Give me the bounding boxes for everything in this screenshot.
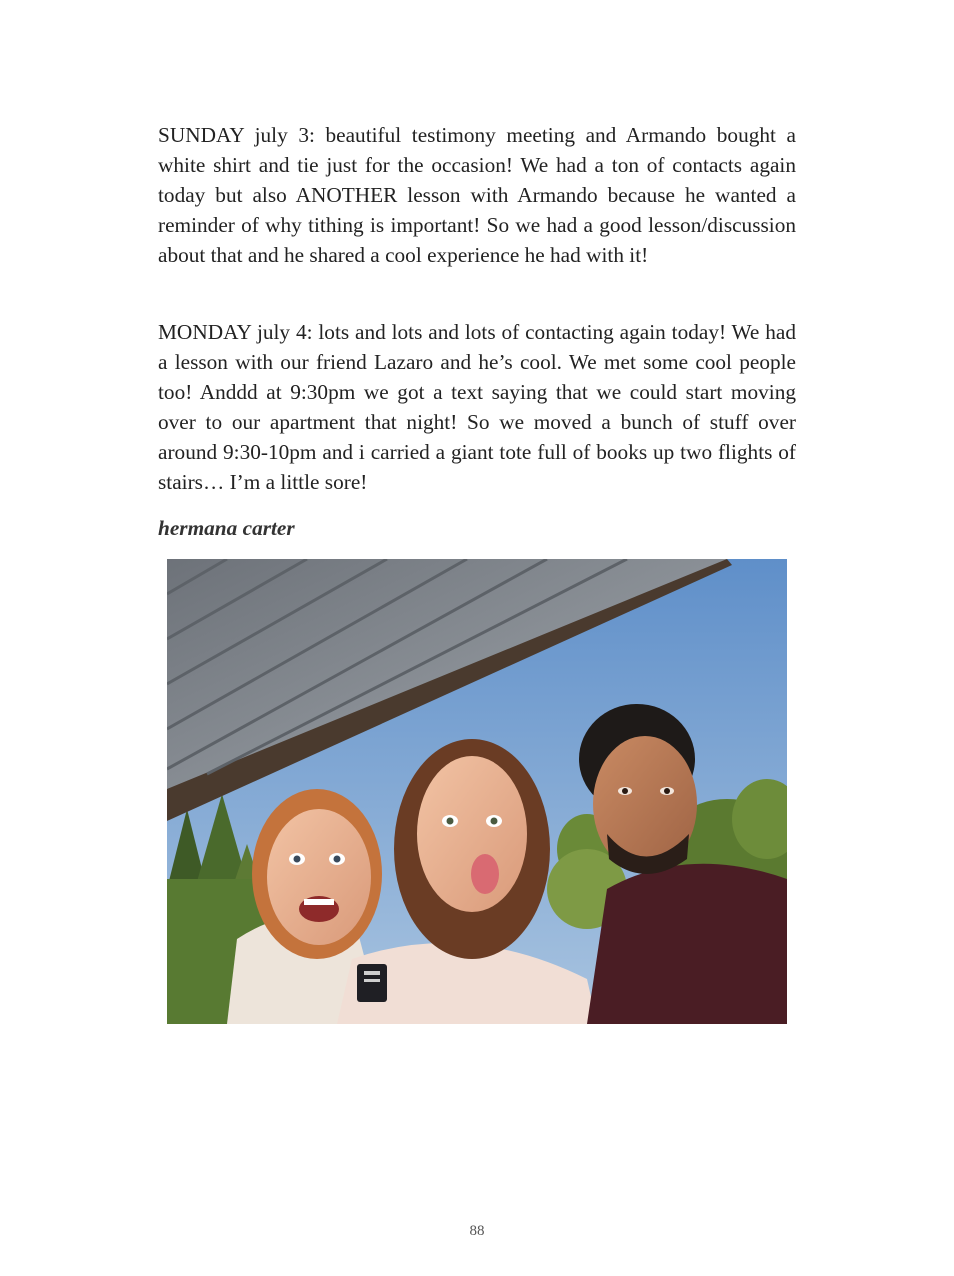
page-number: 88: [469, 1223, 485, 1239]
selfie-photo: [167, 559, 787, 1024]
journal-entry-sunday: SUNDAY july 3: beautiful testimony meeting and Armando bought a white shirt and tie just for the occasion! We had a ton of contacts again today but also ANOTHER lesson with Armando because he wanted a reminder of why tithing is important! So we had a good lesson/discussion about that and he shared a cool experience he had with it!: [158, 123, 796, 267]
journal-entry-monday: MONDAY july 4: lots and lots and lots of contacting again today! We had a lesson with our friend Lazaro and he’s cool. We met some cool people too! Anddd at 9:30pm we got a text saying that we could start moving over to our apartment that night! So we moved a bunch of stuff over around 9:30-10pm and i carried a giant tote full of books up two flights of stairs… I’m a little sore!: [158, 320, 796, 494]
author-signature: hermana carter: [158, 516, 295, 540]
